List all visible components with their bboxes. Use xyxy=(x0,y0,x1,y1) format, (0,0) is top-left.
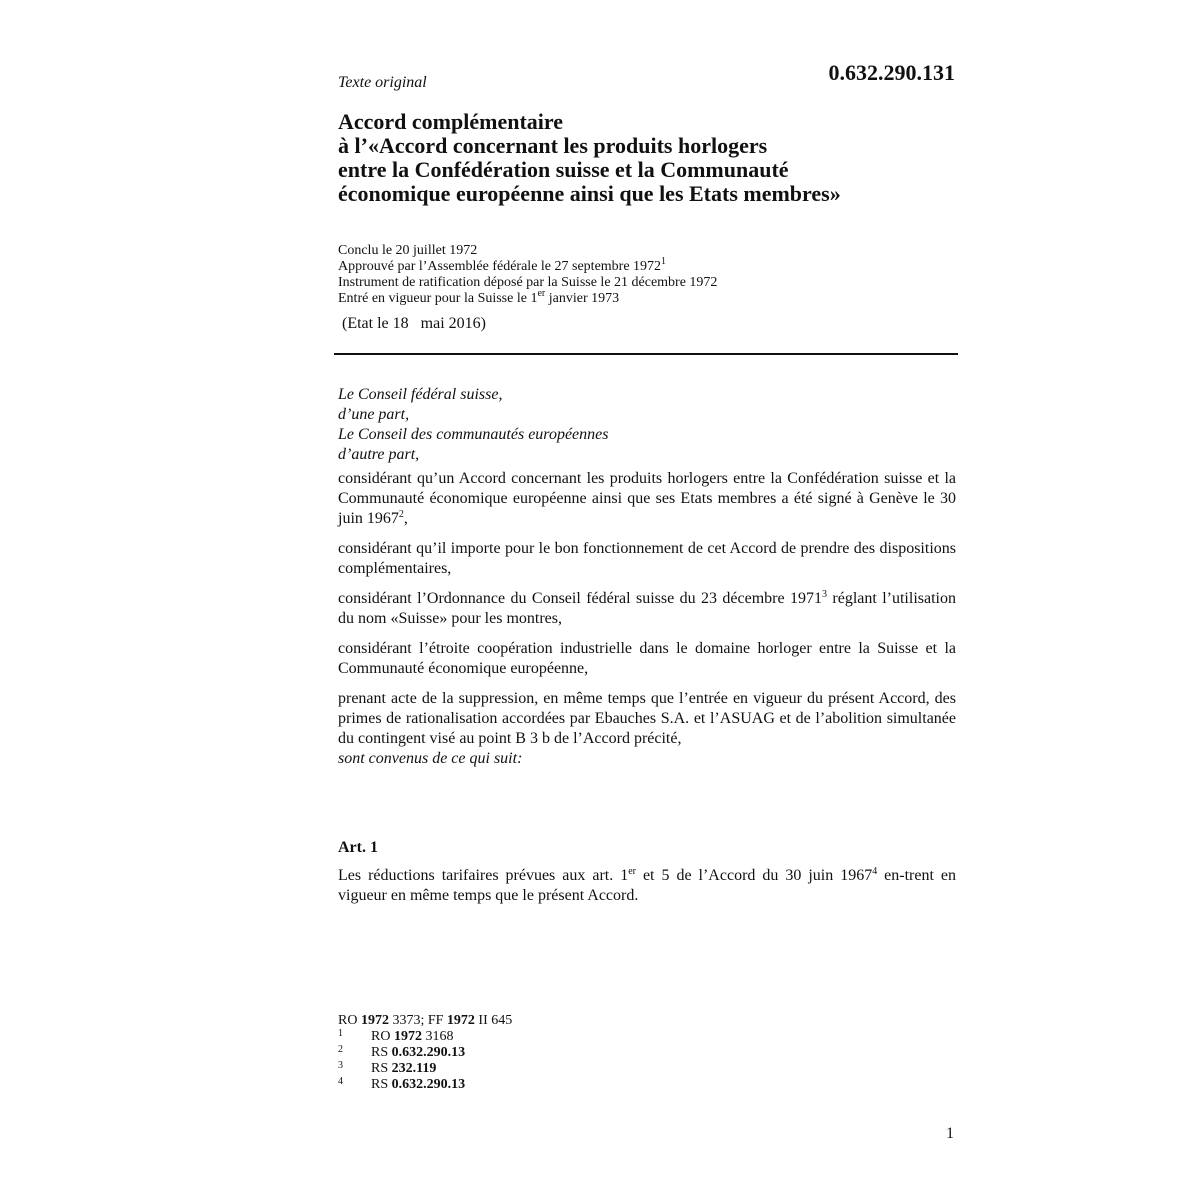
footnote-ref[interactable]: 4 xyxy=(872,866,878,877)
footnote: 1 RO 1972 3168 xyxy=(338,1028,454,1044)
party-line: Le Conseil fédéral suisse, xyxy=(338,386,503,403)
entry-text: Entré en vigueur pour la Suisse le 1 xyxy=(338,291,538,306)
entry-text-end: janvier 1973 xyxy=(545,291,620,306)
footnote-ref[interactable]: 3 xyxy=(822,589,827,600)
recital-text: considérant l’Ordonnance du Conseil fédéral suisse du 23 décembre 1971 xyxy=(338,590,822,607)
footnote-ref[interactable]: 1 xyxy=(661,256,667,267)
source-year: 1972 xyxy=(446,1013,475,1028)
footnote-ref-bold: 232.119 xyxy=(391,1061,437,1076)
footnote-text: RO xyxy=(371,1029,394,1044)
closing-formula: sont convenus de ce qui suit: xyxy=(338,750,523,767)
entry-into-force xyxy=(338,288,717,307)
ratification-date: Instrument de ratification déposé par la Suisse le 21 décembre 1972 xyxy=(338,275,718,290)
footnote-text: 3168 xyxy=(421,1029,454,1044)
original-text-label: Texte original xyxy=(338,74,427,91)
header-divider xyxy=(334,353,958,355)
party-line: Le Conseil des communautés européennes xyxy=(338,426,609,443)
source-text: II 645 xyxy=(474,1013,513,1028)
article-text-part: en-trent en vigueur en même temps que le présent Accord. xyxy=(338,867,956,904)
footnote: 4 RS 0.632.290.13 xyxy=(338,1076,466,1092)
footnote-ref-bold: 0.632.290.13 xyxy=(391,1045,466,1060)
recital-text: considérant qu’un Accord concernant les produits horlogers entre la Confédération suisse et la Communauté économique européenne ainsi que ses Etats membres a été signé à Genève le 30 juin 1967 xyxy=(338,470,956,527)
ordinal-suffix: er xyxy=(628,866,636,877)
title-line: à l’«Accord concernant les produits horlogers xyxy=(338,133,768,158)
source-text: RO xyxy=(338,1013,361,1028)
article-heading: Art. 1 xyxy=(338,839,378,856)
title-line: Accord complémentaire xyxy=(338,109,564,134)
footnote: 3 RS 232.119 xyxy=(338,1060,437,1076)
source-reference xyxy=(338,1013,512,1029)
source-text: 3373; FF xyxy=(388,1013,447,1028)
state-date: (Etat le 18 mai 2016) xyxy=(342,315,486,332)
footnotes xyxy=(338,1013,512,1093)
party-line: d’autre part, xyxy=(338,446,420,463)
party-line: d’une part, xyxy=(338,406,410,423)
article-text xyxy=(338,866,956,906)
footnote-text: RS xyxy=(371,1061,392,1076)
document-metadata xyxy=(338,243,717,307)
title-line: économique européenne ainsi que les Etats membres» xyxy=(338,181,841,206)
footnote-ref-bold: 1972 xyxy=(393,1029,422,1044)
source-year: 1972 xyxy=(360,1013,389,1028)
footnote-text: RS xyxy=(371,1045,392,1060)
concluded-date: Conclu le 20 juillet 1972 xyxy=(338,243,478,258)
ordinal-suffix: er xyxy=(537,288,546,299)
footnote-text: RS xyxy=(371,1077,392,1092)
footnote-ref-bold: 0.632.290.13 xyxy=(391,1077,466,1092)
title-line: entre la Confédération suisse et la Communauté xyxy=(338,157,789,182)
approval-date xyxy=(338,256,717,275)
recital-punct: , xyxy=(403,510,408,527)
recital-paragraph: considérant l’étroite coopération industrielle dans le domaine horloger entre la Suisse et la Communauté économique européenne, xyxy=(338,640,956,677)
page-number: 1 xyxy=(946,1125,954,1142)
footnote-ref[interactable]: 2 xyxy=(398,509,404,520)
recital-paragraph xyxy=(338,469,956,529)
document-title xyxy=(338,110,958,206)
footnote: 2 RS 0.632.290.13 xyxy=(338,1044,466,1060)
preamble xyxy=(338,385,956,769)
recital-paragraph: considérant qu’il importe pour le bon fonctionnement de cet Accord de prendre des dispositions complémentaires, xyxy=(338,540,956,577)
article-text-part: Les réductions tarifaires prévues aux art. 1 xyxy=(338,867,629,884)
sr-number: 0.632.290.131 xyxy=(828,60,955,85)
recital-paragraph: prenant acte de la suppression, en même temps que l’entrée en vigueur du présent Accord, des primes de rationalisation accordées par Ebauches S.A. et l’ASUAG et de l’abolition simultanée du contingent visé au point B 3 b de l’Accord précité, xyxy=(338,690,956,747)
article-text-part: et 5 de l’Accord du 30 juin 1967 xyxy=(635,867,873,884)
approval-text: Approuvé par l’Assemblée fédérale le 27 septembre 1972 xyxy=(338,259,662,274)
recital-text: réglant l’utilisation du nom «Suisse» pour les montres, xyxy=(338,590,956,627)
contracting-parties xyxy=(338,385,956,465)
recital-paragraph xyxy=(338,589,956,629)
